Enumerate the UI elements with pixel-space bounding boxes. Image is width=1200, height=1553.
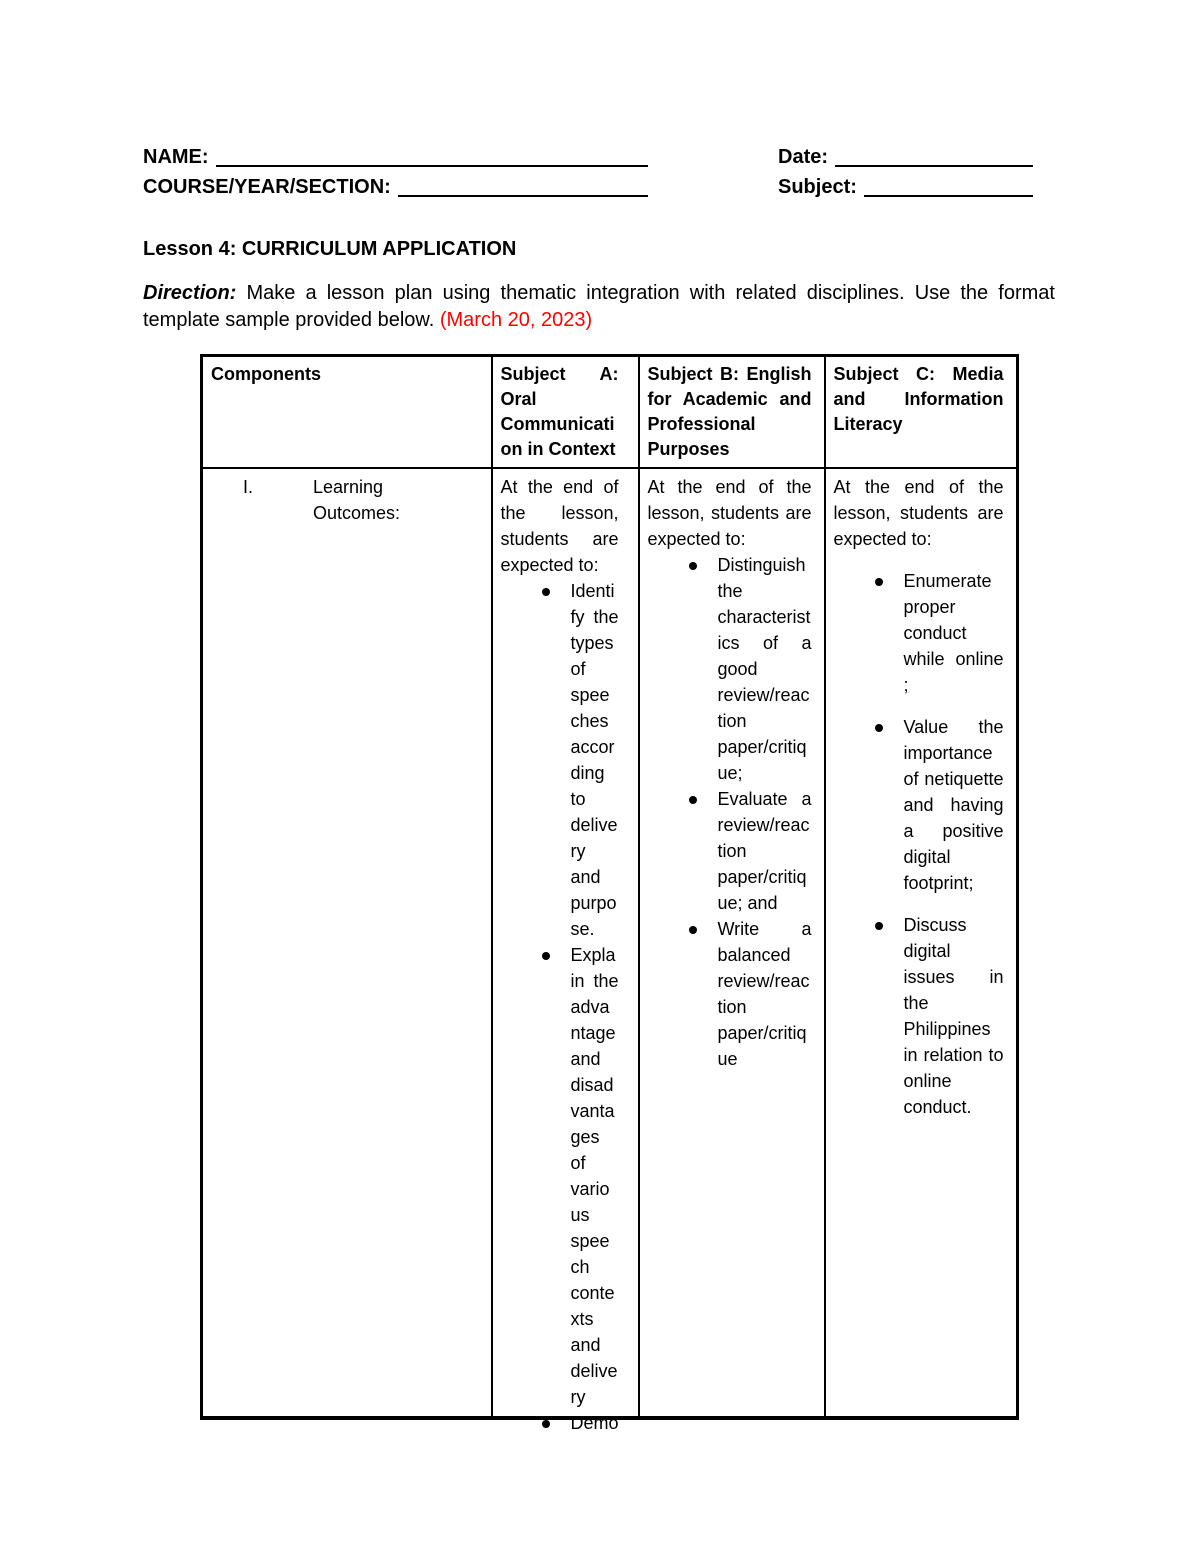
lesson-plan-table xyxy=(200,354,1019,1433)
list-item xyxy=(501,1410,619,1436)
learning-outcomes-label: Learning Outcomes: xyxy=(313,477,401,523)
bullet-icon xyxy=(542,1420,550,1428)
bullet-text: Demo xyxy=(570,1413,619,1433)
date-blank-line xyxy=(835,164,1033,167)
bullet-text: Explain the advantage and disadvantages of various speech contexts and delivery xyxy=(570,945,619,1407)
table-header-row xyxy=(202,356,1018,469)
subject-c-bullet-list xyxy=(834,568,1004,1120)
column-header-subject-a xyxy=(492,356,639,469)
bullet-icon xyxy=(875,578,883,586)
column-header-subject-c-text: Subject C: Media and Information Literacy xyxy=(833,364,1004,434)
list-item xyxy=(648,786,812,916)
course-label: COURSE/YEAR/SECTION: xyxy=(143,176,391,198)
course-field-row xyxy=(143,170,648,200)
bullet-text: Identify the types of speeches according to delivery and purpose. xyxy=(570,581,619,939)
column-header-subject-a-text: Subject A: Oral Communication in Context xyxy=(500,364,619,459)
list-item xyxy=(834,568,1004,698)
bullet-icon xyxy=(689,562,697,570)
column-header-subject-b-text: Subject B: English for Academic and Professional Purposes xyxy=(647,364,812,459)
subject-label: Subject: xyxy=(778,176,857,198)
subject-a-intro: At the end of the lesson, students are expected to: xyxy=(500,477,619,575)
column-header-components-text: Components xyxy=(211,364,321,384)
bullet-text: Discuss digital issues in the Philippines in relation to online conduct. xyxy=(903,915,1004,1117)
subject-field-row xyxy=(778,170,1033,200)
bullet-text: Enumerate proper conduct while online ; xyxy=(903,571,1004,695)
bullet-text: Evaluate a review/reaction paper/critique; and xyxy=(717,789,812,913)
learning-outcomes-item xyxy=(211,474,481,526)
list-item xyxy=(834,714,1004,896)
direction-label: Direction: xyxy=(143,282,237,304)
list-item xyxy=(501,942,619,1410)
list-item xyxy=(834,912,1004,1120)
bullet-icon xyxy=(875,922,883,930)
bullet-icon xyxy=(875,724,883,732)
direction-date-note: (March 20, 2023) xyxy=(439,309,593,331)
bullet-icon xyxy=(689,926,697,934)
header-fields xyxy=(143,140,1055,200)
list-item xyxy=(648,916,812,1072)
bullet-icon xyxy=(542,588,550,596)
subject-c-cell xyxy=(825,468,1018,1418)
subject-b-cell xyxy=(639,468,825,1418)
name-field-row xyxy=(143,140,648,170)
bullet-text: Value the importance of netiquette and having a positive digital footprint; xyxy=(903,717,1004,893)
name-blank-line xyxy=(216,164,648,167)
course-blank-line xyxy=(398,194,648,197)
name-label: NAME: xyxy=(143,146,209,168)
bullet-text: Distinguish the characteristics of a good review/reaction paper/critique; xyxy=(717,555,812,783)
components-cell xyxy=(202,468,492,1418)
direction-paragraph xyxy=(143,280,1055,334)
subject-b-bullet-list xyxy=(648,552,812,1072)
date-label: Date: xyxy=(778,146,829,168)
subject-a-cell xyxy=(492,468,639,1433)
column-header-subject-c xyxy=(825,356,1018,469)
subject-blank-line xyxy=(864,194,1033,197)
list-item xyxy=(648,552,812,786)
bullet-icon xyxy=(542,952,550,960)
column-header-subject-b xyxy=(639,356,825,469)
subject-c-intro: At the end of the lesson, students are expected to: xyxy=(833,477,1004,549)
subject-a-bullet-list xyxy=(501,578,619,1436)
bullet-text: Write a balanced review/reaction paper/critique xyxy=(717,919,812,1069)
learning-outcomes-row xyxy=(202,468,1018,1418)
column-header-components xyxy=(202,356,492,469)
subject-b-intro: At the end of the lesson, students are expected to: xyxy=(647,477,812,549)
list-item xyxy=(501,578,619,942)
bullet-icon xyxy=(689,796,697,804)
lesson-title: Lesson 4: CURRICULUM APPLICATION xyxy=(143,238,517,260)
learning-outcomes-number: I. xyxy=(243,477,254,497)
date-field-row xyxy=(778,140,1033,170)
direction-text: Make a lesson plan using thematic integration with related disciplines. Use the format template sample provided below. xyxy=(143,282,1055,331)
